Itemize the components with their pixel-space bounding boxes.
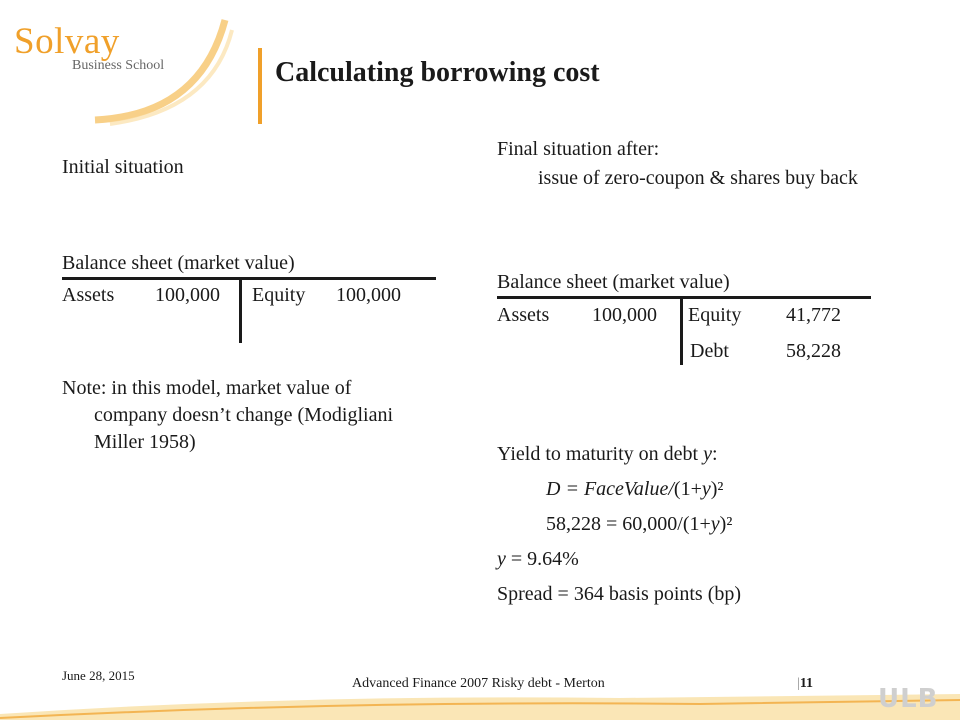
ytm-result-y: y — [497, 548, 506, 570]
left-balance-rule — [62, 277, 436, 280]
brand-subtitle: Business School — [72, 58, 165, 73]
right-heading-line2: issue of zero-coupon & shares buy back — [538, 167, 858, 189]
formula-substituted-y: y — [710, 513, 720, 535]
left-note-line2: company doesn’t change (Modigliani — [94, 404, 394, 426]
left-note-line1: Note: in this model, market value of — [62, 377, 352, 399]
right-balance-rule — [497, 296, 871, 299]
spread-text: Spread = 364 basis points (bp) — [497, 583, 742, 605]
ulb-logo: ULB — [878, 684, 939, 714]
right-debt-label: Debt — [690, 340, 729, 362]
formula-definition-open: (1+ — [673, 478, 702, 500]
ytm-variable: y — [703, 443, 712, 465]
left-equity-label: Equity — [252, 284, 306, 306]
right-equity-label: Equity — [688, 304, 742, 326]
left-balance-title: Balance sheet (market value) — [62, 252, 295, 274]
footer-date: June 28, 2015 — [62, 668, 135, 683]
ytm-label — [497, 443, 718, 466]
formula-definition — [546, 478, 723, 501]
page-title: Calculating borrowing cost — [275, 57, 600, 88]
ytm-colon: : — [711, 443, 718, 465]
ytm-result-value: = 9.64% — [505, 548, 579, 570]
right-assets-label: Assets — [497, 304, 550, 326]
formula-definition-close: )² — [710, 478, 724, 500]
right-balance-divider — [680, 299, 683, 365]
right-heading-line1: Final situation after: — [497, 138, 660, 160]
formula-substituted — [546, 513, 732, 536]
formula-definition-lhs: D = FaceValue/ — [546, 478, 674, 500]
formula-definition-y: y — [701, 478, 711, 500]
formula-substituted-lhs: 58,228 = 60,000/(1+ — [546, 513, 711, 535]
left-assets-label: Assets — [62, 284, 115, 306]
left-note-line3: Miller 1958) — [94, 431, 196, 453]
footer-wave — [0, 690, 960, 720]
title-accent-bar — [258, 48, 262, 124]
right-balance-title: Balance sheet (market value) — [497, 271, 730, 293]
left-heading: Initial situation — [62, 156, 184, 178]
footer-page-value: 11 — [799, 676, 814, 691]
right-debt-value: 58,228 — [786, 340, 841, 362]
right-equity-value: 41,772 — [786, 304, 841, 326]
footer-page-separator: | — [797, 676, 800, 691]
ytm-label-text: Yield to maturity on debt — [497, 443, 704, 465]
right-assets-value: 100,000 — [592, 304, 657, 326]
footer-course-title: Advanced Finance 2007 Risky debt - Merton — [352, 676, 605, 691]
brand-logo: Solvay — [14, 21, 120, 62]
ytm-result — [497, 548, 579, 571]
left-balance-divider — [239, 280, 242, 343]
left-equity-value: 100,000 — [336, 284, 401, 306]
formula-substituted-close: )² — [719, 513, 733, 535]
left-assets-value: 100,000 — [155, 284, 220, 306]
